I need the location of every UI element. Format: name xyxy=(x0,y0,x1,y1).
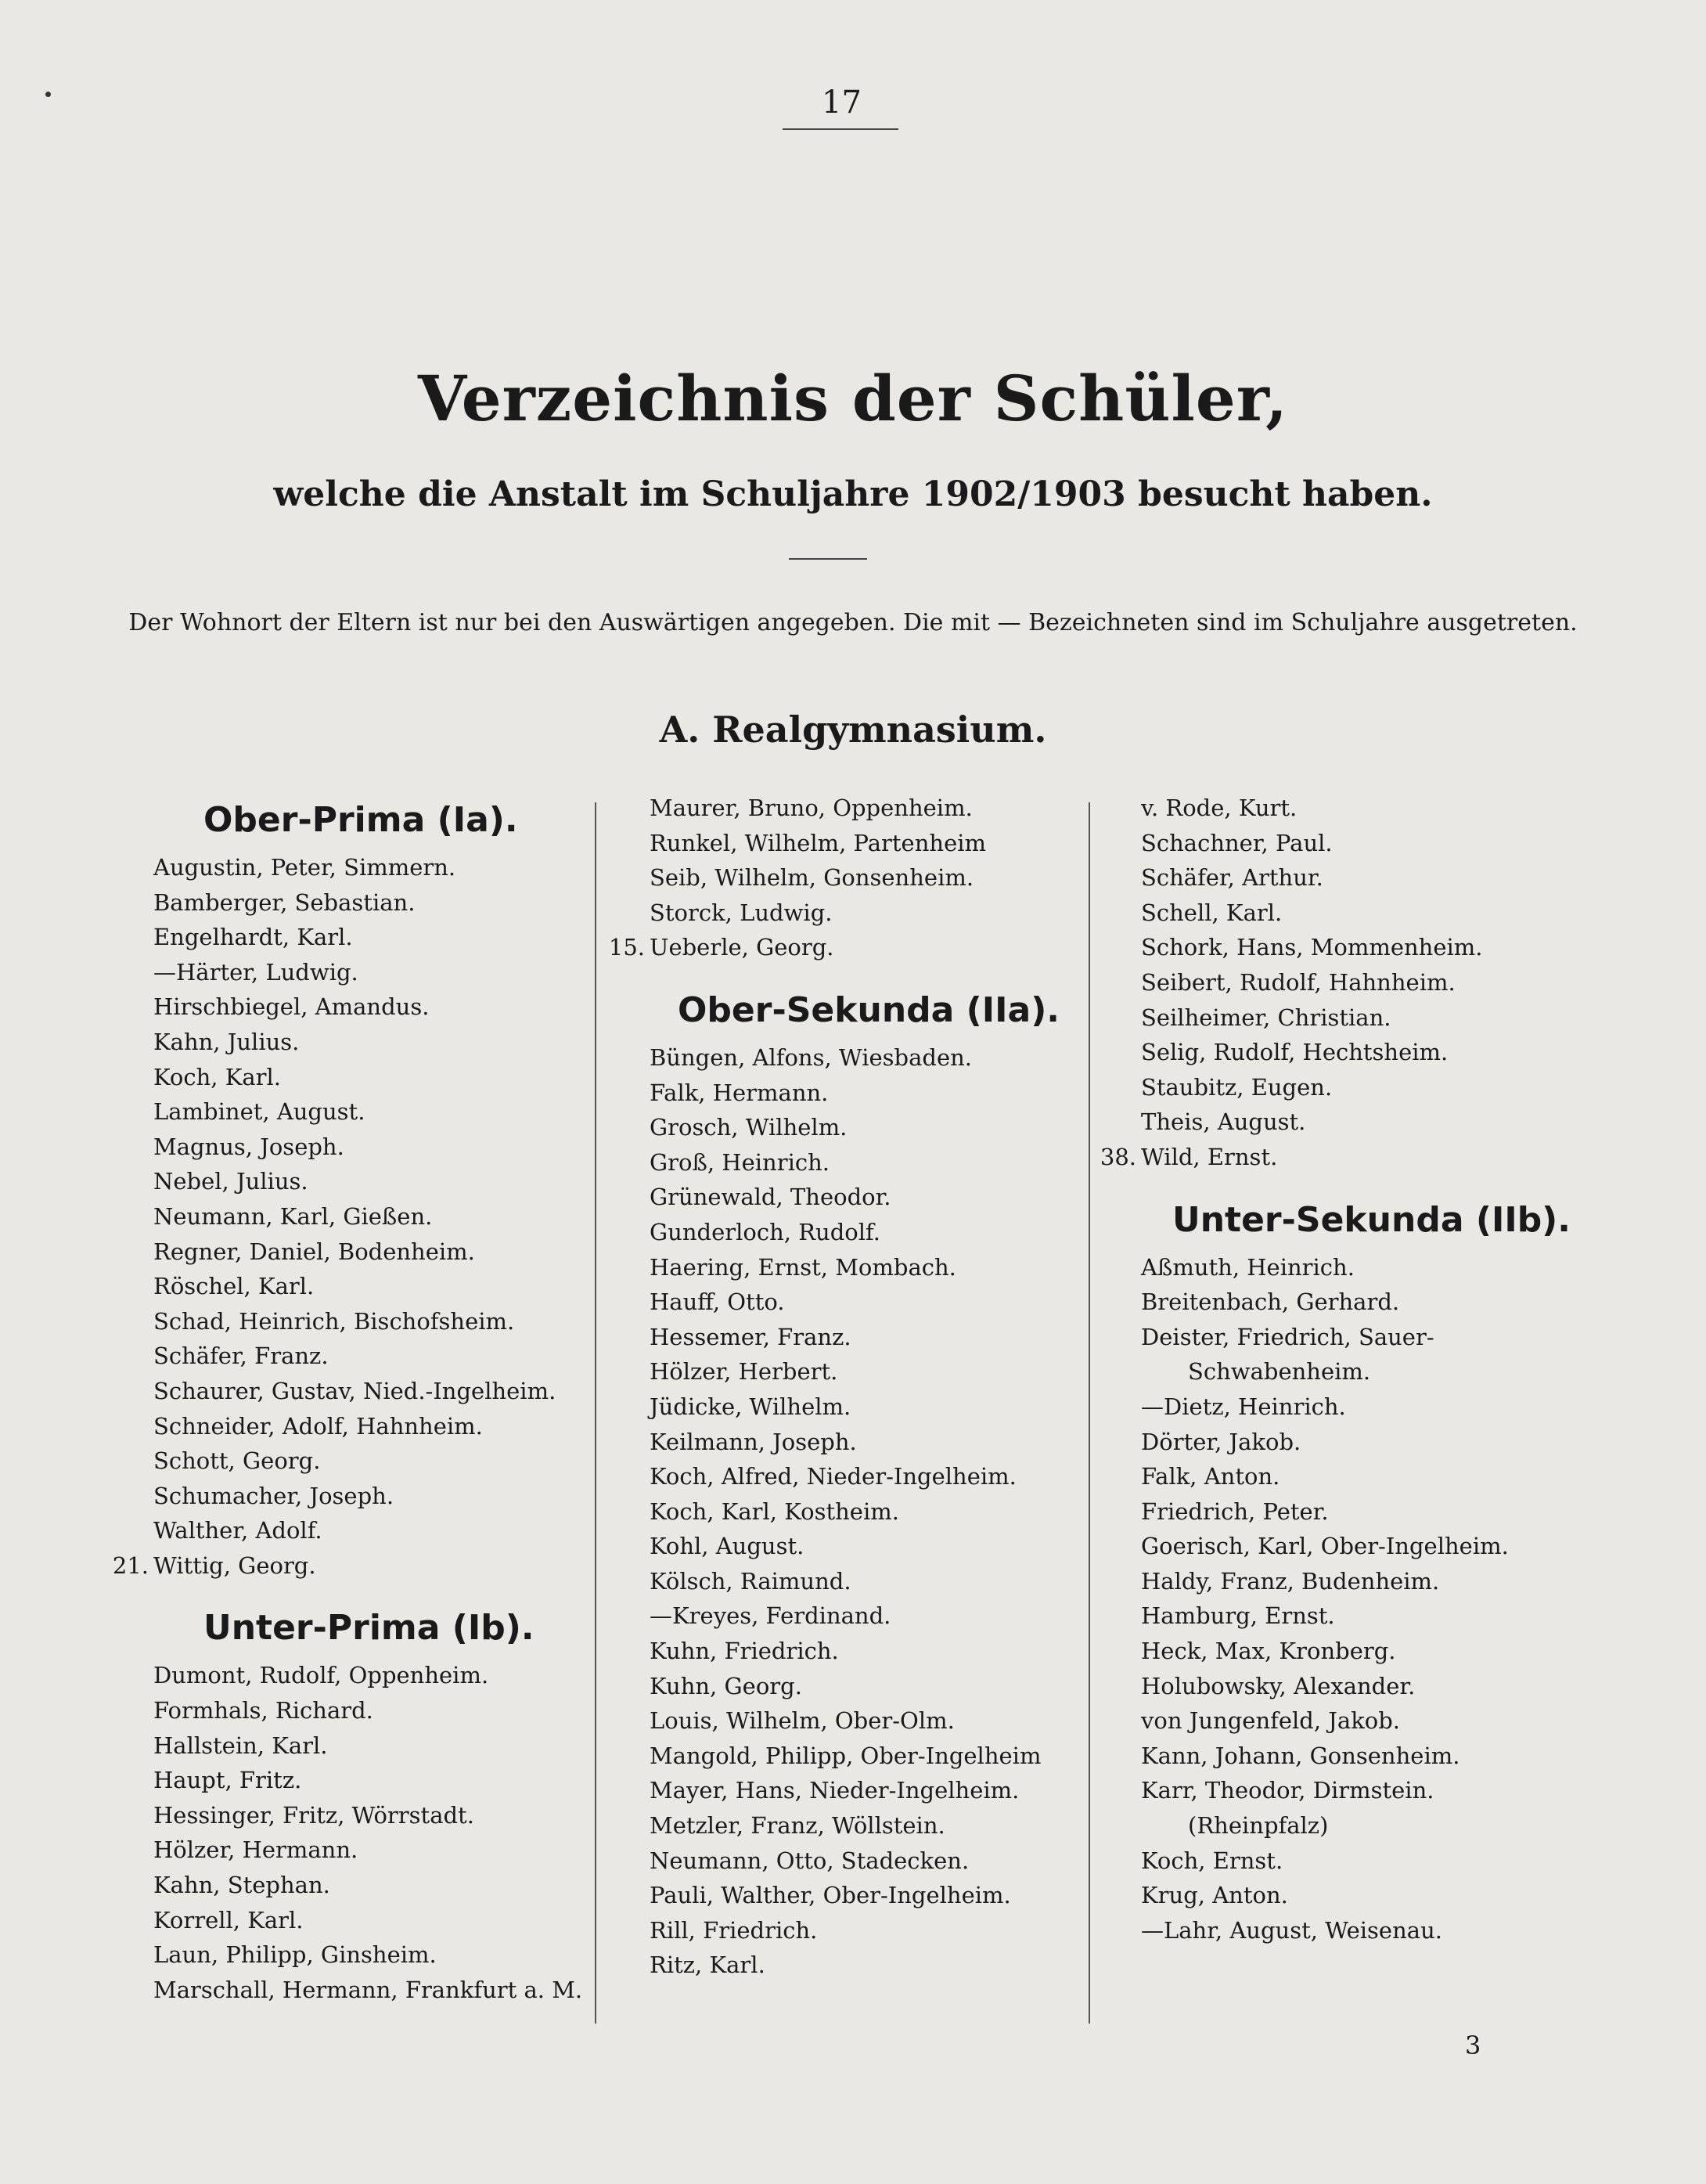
section-heading: A. Realgymnasium. xyxy=(659,708,1047,751)
list-item: Falk, Hermann. xyxy=(650,1079,829,1106)
list-item: Koch, Ernst. xyxy=(1141,1847,1283,1874)
list-item: Koch, Karl. xyxy=(153,1063,282,1090)
list-item: Koch, Alfred, Nieder-Ingelheim. xyxy=(650,1463,1017,1490)
list-item: Neumann, Karl, Gießen. xyxy=(153,1202,433,1230)
list-item: Mangold, Philipp, Ober-Ingelheim xyxy=(650,1742,1042,1769)
list-item: Heck, Max, Kronberg. xyxy=(1141,1638,1396,1665)
list-item: Storck, Ludwig. xyxy=(650,899,833,926)
class-heading-unter-sekunda: Unter-Sekunda (IIb). xyxy=(1172,1199,1571,1240)
list-item: Korrell, Karl. xyxy=(153,1906,304,1934)
list-item: Falk, Anton. xyxy=(1141,1463,1280,1490)
list-item: Aßmuth, Heinrich. xyxy=(1141,1253,1355,1281)
list-item: Breitenbach, Gerhard. xyxy=(1141,1288,1400,1316)
header-rule xyxy=(783,128,898,130)
list-item: Goerisch, Karl, Ober-Ingelheim. xyxy=(1141,1533,1509,1560)
list-item: Schäfer, Arthur. xyxy=(1141,864,1323,892)
list-item: Seilheimer, Christian. xyxy=(1141,1004,1391,1031)
list-item: Gunderloch, Rudolf. xyxy=(650,1218,880,1245)
list-item: Schäfer, Franz. xyxy=(153,1342,329,1370)
list-item: Krug, Anton. xyxy=(1141,1882,1288,1909)
list-item: Metzler, Franz, Wöllstein. xyxy=(650,1812,945,1840)
list-item: Hessinger, Fritz, Wörrstadt. xyxy=(153,1801,474,1829)
student-name: Wild, Ernst. xyxy=(1141,1143,1278,1170)
list-item-numbered xyxy=(608,930,1072,965)
list-item: Seib, Wilhelm, Gonsenheim. xyxy=(650,864,974,892)
student-list-unter-prima-cont xyxy=(608,791,1072,965)
student-list-unter-prima xyxy=(153,1658,583,2007)
list-item: Koch, Karl, Kostheim. xyxy=(650,1497,899,1525)
list-item: Keilmann, Joseph. xyxy=(650,1428,857,1455)
list-item: Runkel, Wilhelm, Partenheim xyxy=(650,829,987,856)
list-item: Dumont, Rudolf, Oppenheim. xyxy=(153,1662,489,1689)
list-item: Holubowsky, Alexander. xyxy=(1141,1672,1416,1699)
list-item: Pauli, Walther, Ober-Ingelheim. xyxy=(650,1882,1011,1909)
list-item: Schumacher, Joseph. xyxy=(153,1482,394,1509)
list-item: Nebel, Julius. xyxy=(153,1168,308,1195)
student-list-ober-prima xyxy=(112,850,576,1583)
column-divider xyxy=(595,802,596,2024)
list-item: Seibert, Rudolf, Hahnheim. xyxy=(1141,968,1456,996)
student-list-ober-sekunda xyxy=(650,1040,1072,1983)
page-title: Verzeichnis der Schüler, xyxy=(418,362,1288,435)
list-item-continuation: (Rheinpfalz) xyxy=(1188,1812,1329,1840)
print-speck xyxy=(45,92,51,97)
list-item: Schneider, Adolf, Hahnheim. xyxy=(153,1412,483,1440)
student-name: Ueberle, Georg. xyxy=(650,934,834,961)
list-item-continuation: Schwabenheim. xyxy=(1188,1358,1371,1386)
list-item: Kuhn, Georg. xyxy=(650,1672,802,1699)
list-item: Hauff, Otto. xyxy=(650,1288,785,1316)
class-heading-ober-sekunda: Ober-Sekunda (IIa). xyxy=(678,989,1060,1030)
list-item: Marschall, Hermann, Frankfurt a. M. xyxy=(153,1976,583,2003)
list-item: Staubitz, Eugen. xyxy=(1141,1073,1333,1101)
column-2 xyxy=(608,791,1072,1983)
list-item: Mayer, Hans, Nieder-Ingelheim. xyxy=(650,1777,1020,1804)
list-item: Ritz, Karl. xyxy=(650,1952,765,1979)
list-item: Engelhardt, Karl. xyxy=(153,924,353,951)
list-item: Haupt, Fritz. xyxy=(153,1767,302,1794)
list-item: Augustin, Peter, Simmern. xyxy=(153,854,456,881)
list-item: Theis, August. xyxy=(1141,1108,1306,1136)
list-item: —Dietz, Heinrich. xyxy=(1141,1393,1346,1420)
list-item: Hessemer, Franz. xyxy=(650,1323,851,1350)
list-item: —Härter, Ludwig. xyxy=(153,958,358,986)
list-item: Bamberger, Sebastian. xyxy=(153,888,416,916)
list-item: Neumann, Otto, Stadecken. xyxy=(650,1847,970,1874)
list-item: Kohl, August. xyxy=(650,1533,804,1560)
list-item: Röschel, Karl. xyxy=(153,1273,315,1300)
column-3 xyxy=(1100,791,1579,1948)
class-heading-ober-prima: Ober-Prima (Ia). xyxy=(203,800,518,840)
student-list-ober-sekunda-cont xyxy=(1100,791,1579,1175)
count-number: 15. xyxy=(608,934,645,961)
list-item: Hallstein, Karl. xyxy=(153,1732,328,1759)
list-item: Schott, Georg. xyxy=(153,1447,321,1475)
list-item: Schad, Heinrich, Bischofsheim. xyxy=(153,1307,515,1335)
list-item: Regner, Daniel, Bodenheim. xyxy=(153,1238,475,1265)
title-rule xyxy=(789,558,867,560)
list-item: Groß, Heinrich. xyxy=(650,1148,830,1176)
list-item: Grünewald, Theodor. xyxy=(650,1184,891,1211)
page-number: 17 xyxy=(822,85,862,121)
list-item: von Jungenfeld, Jakob. xyxy=(1141,1707,1401,1735)
list-item: Friedrich, Peter. xyxy=(1141,1497,1329,1525)
page-subtitle: welche die Anstalt im Schuljahre 1902/1903 besucht haben. xyxy=(273,474,1433,514)
list-item: Hirschbiegel, Amandus. xyxy=(153,993,430,1021)
column-divider xyxy=(1089,802,1090,2024)
list-item: —Kreyes, Ferdinand. xyxy=(650,1602,891,1630)
list-item: Jüdicke, Wilhelm. xyxy=(650,1393,851,1420)
list-item: Schachner, Paul. xyxy=(1141,829,1333,856)
count-number: 21. xyxy=(112,1552,149,1579)
column-1 xyxy=(112,791,583,2007)
list-item: Haldy, Franz, Budenheim. xyxy=(1141,1567,1440,1595)
list-item: Schell, Karl. xyxy=(1141,899,1283,926)
list-item: Walther, Adolf. xyxy=(153,1517,322,1544)
list-item: Deister, Friedrich, Sauer- xyxy=(1141,1323,1434,1350)
list-item: Kuhn, Friedrich. xyxy=(650,1638,839,1665)
list-item-numbered xyxy=(1100,1140,1579,1175)
list-item: Hölzer, Hermann. xyxy=(153,1836,358,1864)
list-item: Rill, Friedrich. xyxy=(650,1916,818,1944)
list-item: Büngen, Alfons, Wiesbaden. xyxy=(650,1043,973,1071)
count-number: 38. xyxy=(1100,1143,1136,1170)
list-item: Kann, Johann, Gonsenheim. xyxy=(1141,1742,1460,1769)
student-name: Wittig, Georg. xyxy=(153,1552,316,1579)
list-item: Lambinet, August. xyxy=(153,1098,365,1126)
list-item: Kahn, Stephan. xyxy=(153,1872,330,1899)
explanatory-note: Der Wohnort der Eltern ist nur bei den Auswärtigen angegeben. Die mit — Bezeichneten sind im Schuljahre ausgetreten. xyxy=(128,609,1578,636)
student-list-unter-sekunda xyxy=(1141,1250,1579,1948)
list-item: Hölzer, Herbert. xyxy=(650,1358,838,1386)
list-item: v. Rode, Kurt. xyxy=(1141,795,1297,821)
list-item: Kölsch, Raimund. xyxy=(650,1567,851,1595)
list-item: Louis, Wilhelm, Ober-Olm. xyxy=(650,1707,955,1735)
list-item: —Lahr, August, Weisenau. xyxy=(1141,1916,1442,1944)
list-item: Selig, Rudolf, Hechtsheim. xyxy=(1141,1039,1449,1066)
list-item: Schaurer, Gustav, Nied.-Ingelheim. xyxy=(153,1377,556,1404)
list-item: Kahn, Julius. xyxy=(153,1028,300,1055)
signature-mark: 3 xyxy=(1465,2031,1481,2060)
list-item: Dörter, Jakob. xyxy=(1141,1428,1301,1455)
list-item: Formhals, Richard. xyxy=(153,1697,373,1724)
list-item: Schork, Hans, Mommenheim. xyxy=(1141,934,1483,961)
list-item: Laun, Philipp, Ginsheim. xyxy=(153,1941,437,1969)
list-item: Hamburg, Ernst. xyxy=(1141,1602,1335,1630)
list-item: Karr, Theodor, Dirmstein. xyxy=(1141,1777,1434,1804)
list-item: Maurer, Bruno, Oppenheim. xyxy=(650,795,973,821)
list-item: Magnus, Joseph. xyxy=(153,1133,344,1160)
list-item-numbered xyxy=(112,1548,576,1584)
list-item: Grosch, Wilhelm. xyxy=(650,1114,848,1141)
class-heading-unter-prima: Unter-Prima (Ib). xyxy=(203,1608,534,1649)
list-item: Haering, Ernst, Mombach. xyxy=(650,1253,956,1281)
